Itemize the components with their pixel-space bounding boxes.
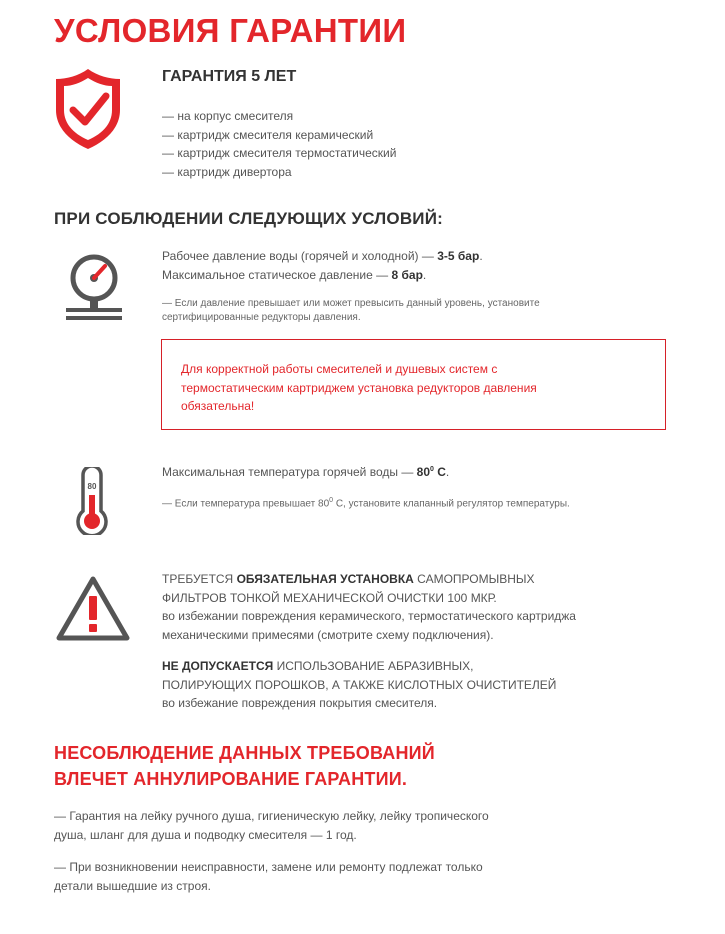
notice-box: Для корректной работы смесителей и душевых систем с термостатическим картриджем установка редукторов давления обязательна! — [161, 339, 666, 430]
max-pressure-value: 8 бар — [391, 267, 423, 282]
pressure-note: — Если давление превышает или может превысить данный уровень, установите сертифицированные редукторы давления. — [162, 298, 540, 323]
conditions-heading: ПРИ СОБЛЮДЕНИИ СЛЕДУЮЩИХ УСЛОВИЙ: — [54, 209, 444, 228]
pressure-value: 3-5 бар — [437, 249, 480, 263]
pressure-gauge-icon — [63, 252, 125, 322]
warranty-list — [162, 107, 396, 181]
thermometer-label: 80 — [87, 482, 97, 491]
footer-note-2: — При возникновении неисправности, замене или ремонту подлежат только детали вышедшие из строя. — [54, 860, 483, 893]
temperature-value: $80^0$ С — [416, 465, 446, 479]
temperature-note: — Если температура превышает $80^0$ С, установите клапанный регулятор температуры. — [162, 497, 570, 510]
abrasives-paragraph: НЕ ДОПУСКАЕТСЯ ИСПОЛЬЗОВАНИЕ АБРАЗИВНЫХ, ПОЛИРУЮЩИХ ПОРОШКОВ, А ТАКЖЕ КИСЛОТНЫХ ОЧИСТИТЕЛЕЙ во избежание повреждения покрытия смесителя. — [162, 659, 557, 710]
pressure-text: Рабочее давление воды (горячей и холодной) — 3-5 бар. Максимальное статическое давление — 8 бар. — [162, 249, 483, 282]
annulment-heading: НЕСОБЛЮДЕНИЕ ДАННЫХ ТРЕБОВАНИЙ ВЛЕЧЕТ АННУЛИРОВАНИЕ ГАРАНТИИ. — [54, 743, 435, 789]
list-item: — картридж дивертора — [162, 164, 292, 179]
list-item: — на корпус смесителя — [162, 109, 294, 123]
shield-check-icon — [52, 66, 124, 152]
temperature-text: Максимальная температура горячей воды — $80^0$ С. — [162, 465, 450, 479]
footer-note-1: — Гарантия на лейку ручного душа, гигиеническую лейку, лейку тропического душа, шланг для душа и подводку смесителя — 1 год. — [54, 809, 489, 842]
list-item: — картридж смесителя термостатический — [162, 146, 397, 160]
filters-paragraph: ТРЕБУЕТСЯ ОБЯЗАТЕЛЬНАЯ УСТАНОВКА САМОПРОМЫВНЫХ ФИЛЬТРОВ ТОНКОЙ МЕХАНИЧЕСКОЙ ОЧИСТКИ 100 МКР. во избежании повреждения керамического, термостатического картриджа механическими примесями (смотрите схему подключения). — [162, 572, 576, 642]
page-title: УСЛОВИЯ ГАРАНТИИ — [54, 12, 407, 49]
thermometer-icon — [74, 467, 110, 535]
warning-icon — [55, 574, 131, 642]
warranty-heading: ГАРАНТИЯ 5 ЛЕТ — [162, 68, 297, 85]
list-item: — картридж смесителя керамический — [162, 127, 374, 142]
